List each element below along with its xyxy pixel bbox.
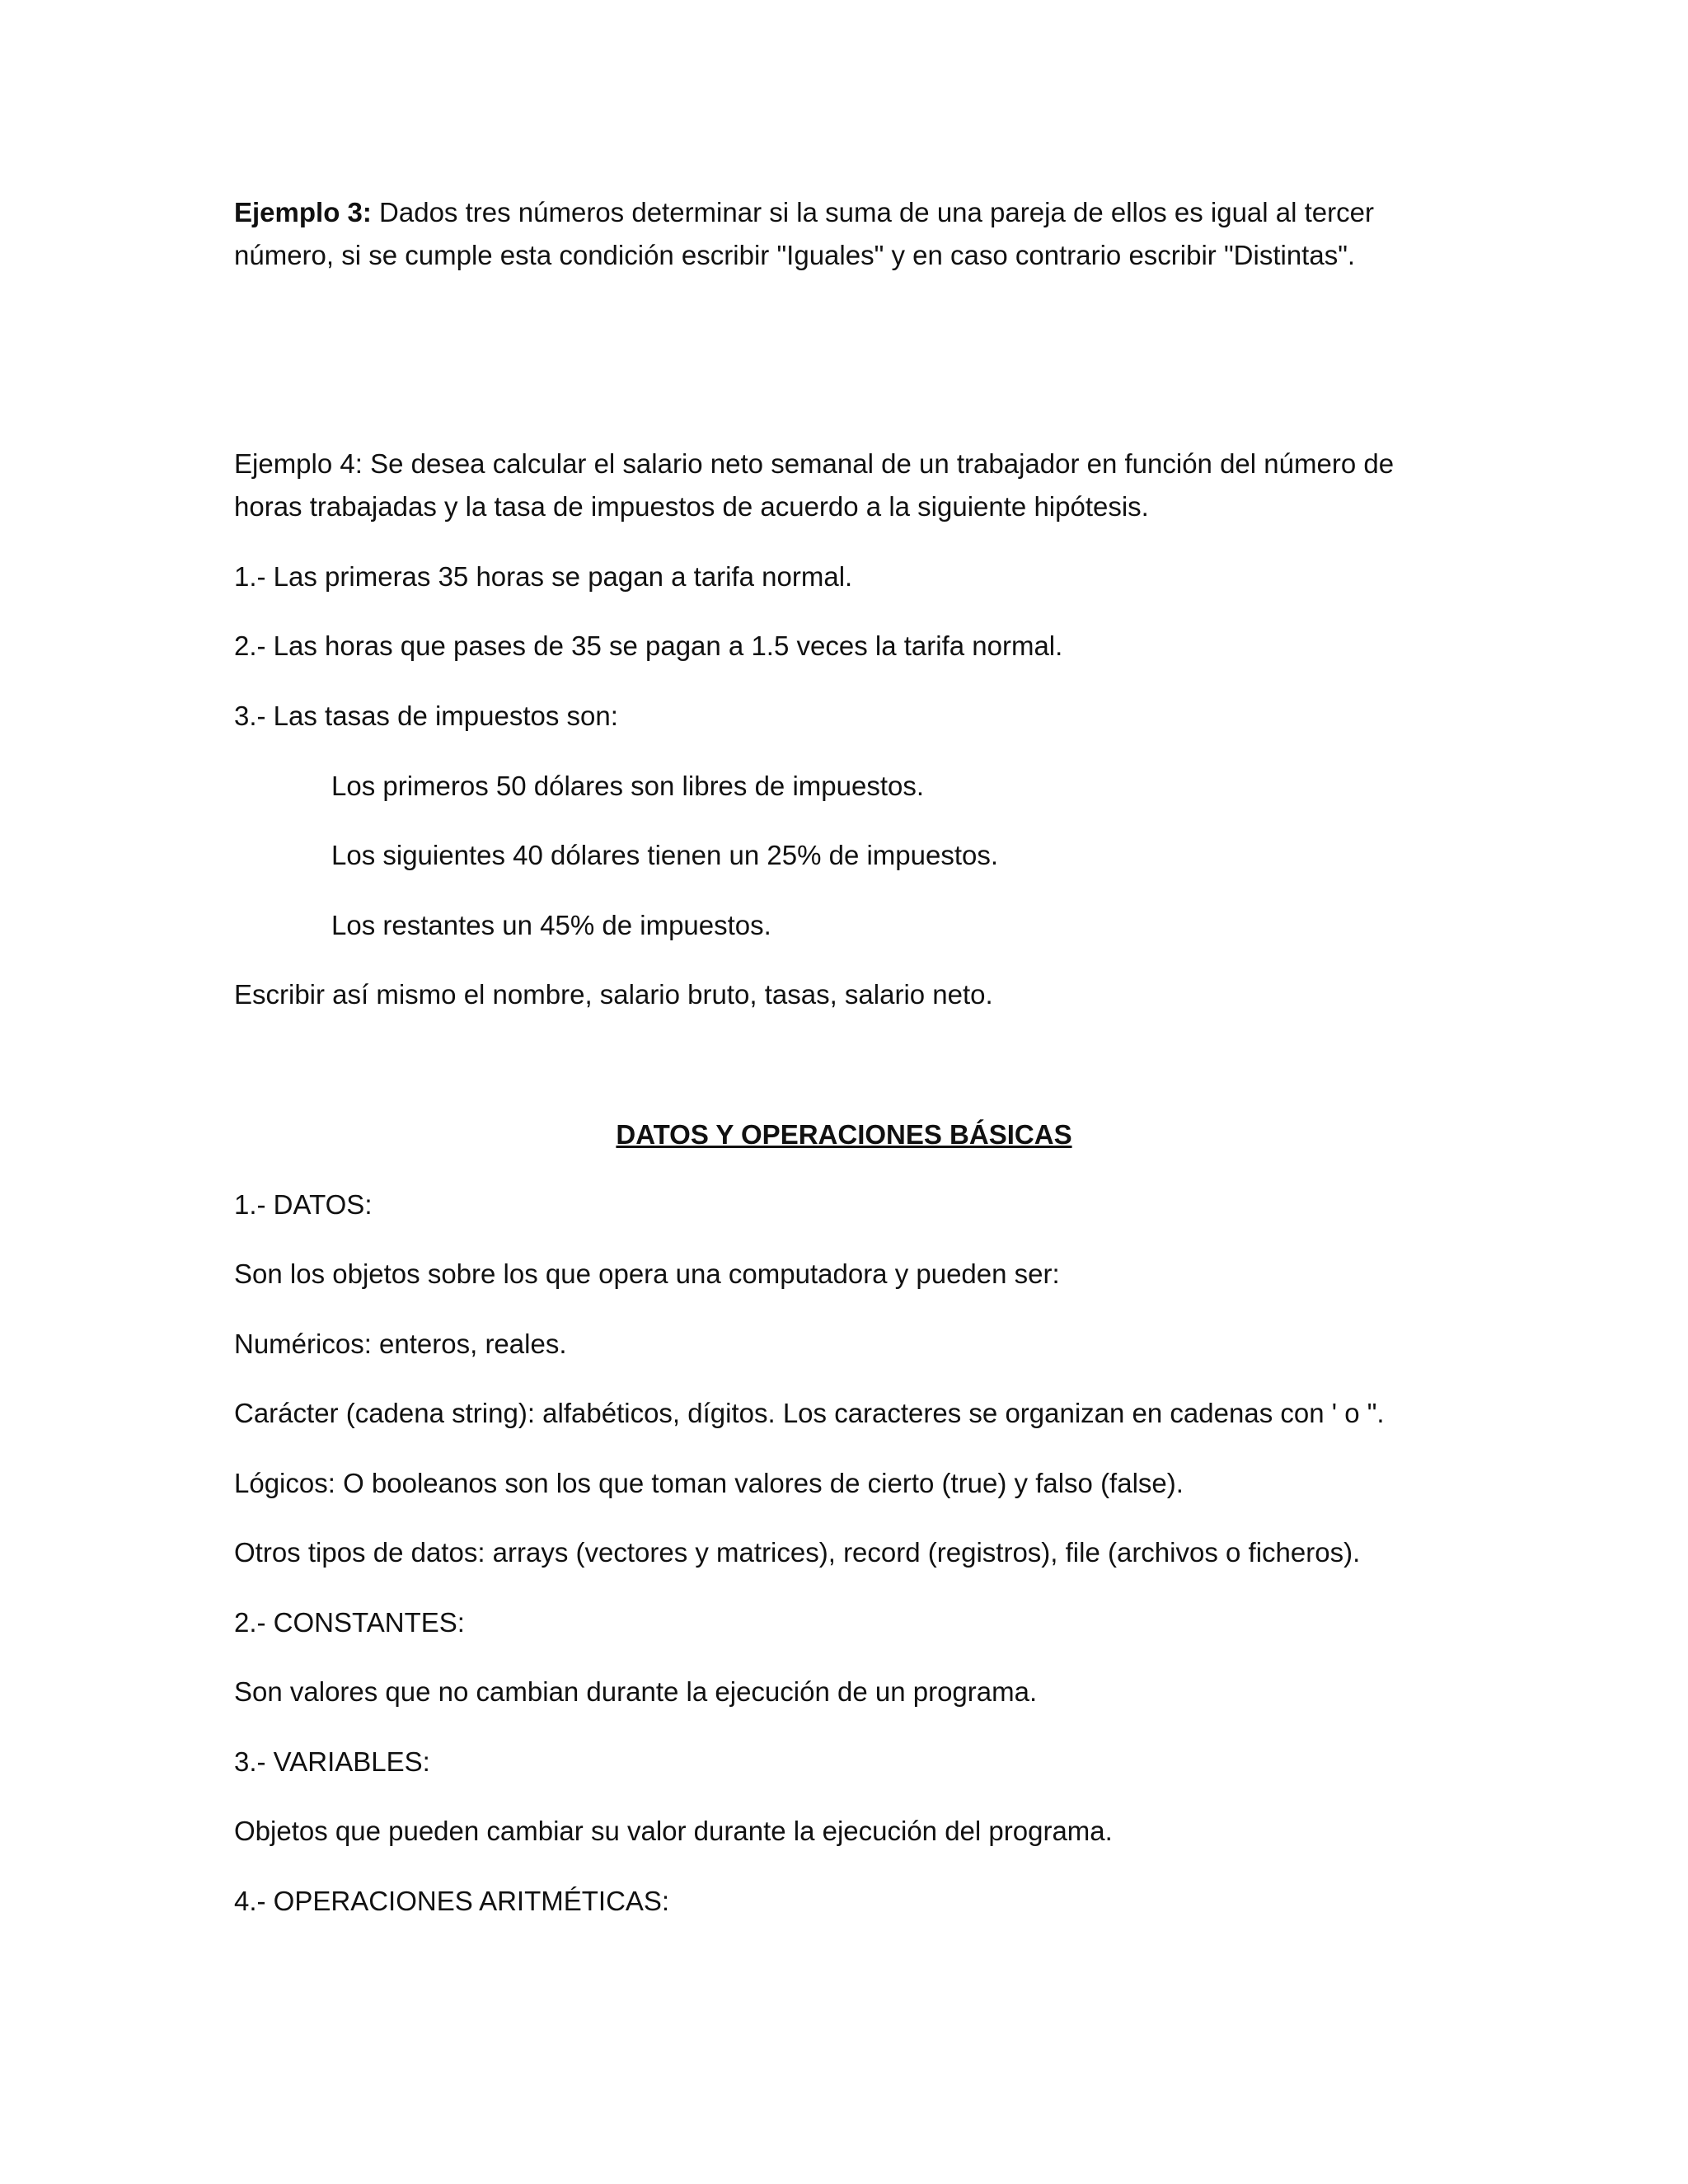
- variables-description: Objetos que pueden cambiar su valor durante la ejecución del programa.: [234, 1816, 1113, 1846]
- datos-otros: Otros tipos de datos: arrays (vectores y matrices), record (registros), file (archivos o ficheros).: [234, 1537, 1361, 1568]
- datos-description: Son los objetos sobre los que opera una computadora y pueden ser:: [234, 1258, 1060, 1289]
- ejemplo3-text-line1: Dados tres números determinar si la suma de una pareja de ellos es igual al tercer: [371, 197, 1374, 227]
- ejemplo4-item-3: 3.- Las tasas de impuestos son:: [234, 701, 618, 731]
- constantes-description: Son valores que no cambian durante la ejecución de un programa.: [234, 1676, 1038, 1707]
- ejemplo3-line1: [234, 191, 1452, 234]
- variables-heading: 3.- VARIABLES:: [234, 1746, 430, 1777]
- ejemplo4-line1: Ejemplo 4: Se desea calcular el salario neto semanal de un trabajador en función del número de: [234, 448, 1395, 479]
- ejemplo4-subitem-3: Los restantes un 45% de impuestos.: [331, 910, 771, 940]
- datos-logicos: Lógicos: O booleanos son los que toman valores de cierto (true) y falso (false).: [234, 1468, 1184, 1498]
- datos-numericos: Numéricos: enteros, reales.: [234, 1329, 567, 1359]
- ejemplo4-subitem-2: Los siguientes 40 dólares tienen un 25% de impuestos.: [331, 840, 999, 870]
- datos-caracter: Carácter (cadena string): alfabéticos, dígitos. Los caracteres se organizan en cadenas con ' o ".: [234, 1398, 1385, 1428]
- ejemplo4-line2: horas trabajadas y la tasa de impuestos de acuerdo a la siguiente hipótesis.: [234, 491, 1149, 522]
- ejemplo4-item-2: 2.- Las horas que pases de 35 se pagan a 1.5 veces la tarifa normal.: [234, 630, 1063, 661]
- operaciones-heading: 4.- OPERACIONES ARITMÉTICAS:: [234, 1886, 670, 1916]
- ejemplo3-label: Ejemplo 3:: [234, 197, 372, 227]
- datos-heading: 1.- DATOS:: [234, 1189, 373, 1220]
- ejemplo4-subitem-1: Los primeros 50 dólares son libres de impuestos.: [331, 771, 925, 801]
- constantes-heading: 2.- CONSTANTES:: [234, 1607, 465, 1638]
- ejemplo4-item-1: 1.- Las primeras 35 horas se pagan a tarifa normal.: [234, 561, 853, 592]
- section-heading: DATOS Y OPERACIONES BÁSICAS: [616, 1119, 1072, 1150]
- ejemplo4-closing: Escribir así mismo el nombre, salario bruto, tasas, salario neto.: [234, 979, 993, 1010]
- ejemplo3-line2: número, si se cumple esta condición escribir "Iguales" y en caso contrario escribir "Distintas".: [234, 240, 1356, 270]
